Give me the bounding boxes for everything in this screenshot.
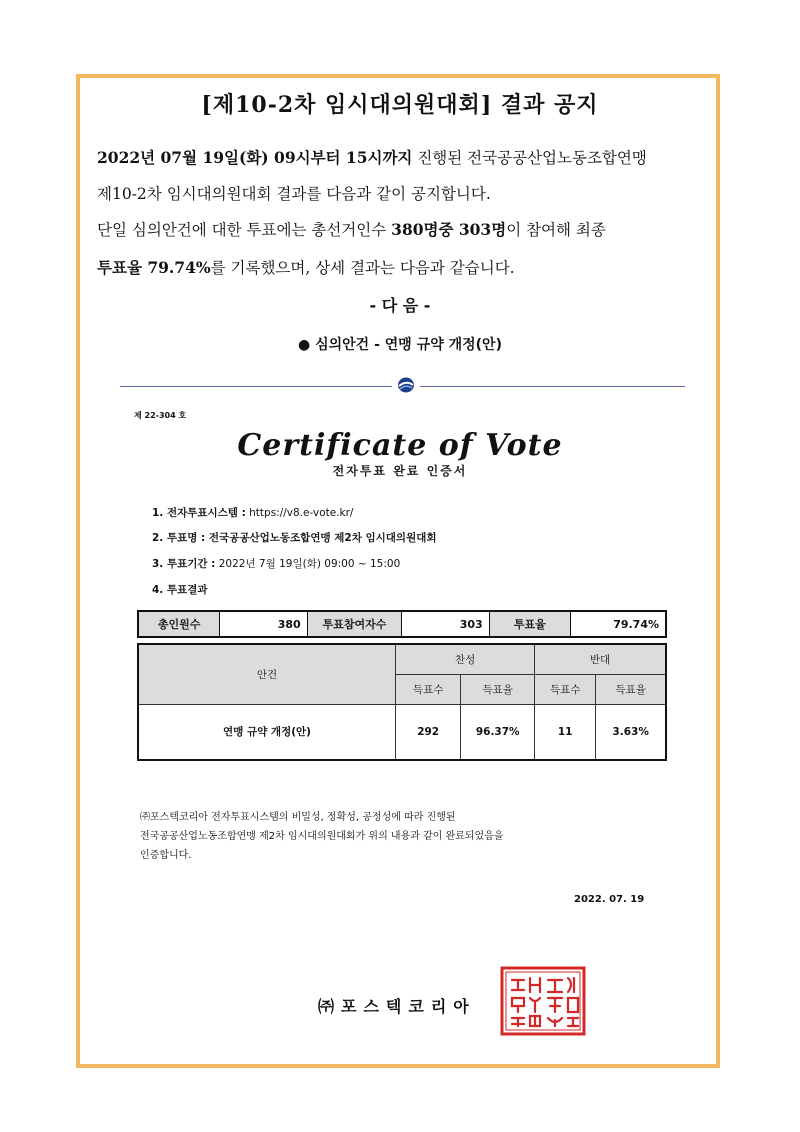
cert-item-vote-name xyxy=(152,530,437,545)
results-no-header: 반대 xyxy=(535,644,666,674)
summary-rate-value: 79.74% xyxy=(613,617,660,631)
emblem-icon xyxy=(396,376,416,394)
results-yes-votes: 292 xyxy=(396,704,461,760)
notice-line-3-a: 단일 심의안건에 대한 투표에는 총선거인수 xyxy=(97,221,392,239)
cert-item-period xyxy=(152,556,400,571)
results-agenda-header: 안건 xyxy=(138,644,396,704)
cert-item-system xyxy=(152,505,353,520)
divider-right xyxy=(420,386,685,387)
statement-line: 전국공공산업노동조합연맹 제2차 임시대의원대회가 위의 내용과 같이 완료되었음을 xyxy=(140,831,504,842)
certificate-title: Certificate of Vote xyxy=(237,428,563,463)
certificate-date: 2022. 07. 19 xyxy=(574,894,645,905)
notice-date-range: 2022년 07월 19일(화) 09시부터 15시까지 xyxy=(97,148,413,167)
company-name: ㈜포스텍코리아 xyxy=(318,997,476,1016)
cert-item-result xyxy=(152,582,208,597)
notice-title: [제10-2차 임시대의원대회] 결과 공지 xyxy=(201,92,599,118)
cert-item-key: 1. 전자투표시스템 : xyxy=(152,507,246,519)
notice-line-2: 제10-2차 임시대의원대회 결과를 다음과 같이 공지합니다. xyxy=(97,185,491,203)
certificate-subtitle: 전자투표 완료 인증서 xyxy=(332,464,468,478)
cert-item-value: 전국공공산업노동조합연맹 제2차 임시대의원대회 xyxy=(205,532,437,544)
cert-item-value: https://v8.e-vote.kr/ xyxy=(245,507,354,519)
divider-left xyxy=(120,386,392,387)
results-no-rate: 3.63% xyxy=(596,704,666,760)
notice-line-1 xyxy=(97,146,647,168)
certification-statement xyxy=(140,808,504,865)
cert-item-key: 2. 투표명 : xyxy=(152,532,206,544)
notice-turnout-count: 380명중 303명 xyxy=(391,220,507,239)
results-no-votes: 11 xyxy=(535,704,596,760)
results-no-votes-header: 득표수 xyxy=(535,674,596,704)
cert-item-key: 4. 투표결과 xyxy=(152,584,208,596)
notice-line-3 xyxy=(97,218,606,240)
statement-line: 인증합니다. xyxy=(140,850,192,861)
notice-line-1-rest: 진행된 전국공공산업노동조합연맹 xyxy=(412,149,647,167)
notice-line-4-rest: 를 기록했으며, 상세 결과는 다음과 같습니다. xyxy=(210,259,515,277)
agenda-heading: ● 심의안건 - 연맹 규약 개정(안) xyxy=(298,337,502,353)
cert-item-key: 3. 투표기간 : xyxy=(152,558,216,570)
results-yes-rate: 96.37% xyxy=(461,704,535,760)
results-yes-header: 찬성 xyxy=(396,644,535,674)
notice-line-4 xyxy=(97,256,515,278)
results-yes-rate-header: 득표율 xyxy=(461,674,535,704)
company-seal xyxy=(500,966,586,1036)
results-table xyxy=(137,643,667,761)
next-heading: - 다 음 - xyxy=(369,296,431,315)
table-row xyxy=(138,704,666,760)
summary-rate-label: 투표율 xyxy=(490,612,571,636)
notice-line-3-c: 이 참여해 최종 xyxy=(506,221,606,239)
results-agenda: 연맹 규약 개정(안) xyxy=(138,704,396,760)
results-yes-votes-header: 득표수 xyxy=(396,674,461,704)
certificate-number: 제 22-304 호 xyxy=(134,411,187,420)
summary-table xyxy=(137,610,667,638)
results-no-rate-header: 득표율 xyxy=(596,674,666,704)
notice-turnout-rate: 투표율 79.74% xyxy=(97,258,211,277)
statement-line: ㈜포스텍코리아 전자투표시스템의 비밀성, 정확성, 공정성에 따라 진행된 xyxy=(140,812,456,823)
summary-total-value: 380 xyxy=(220,612,307,636)
summary-voters-value: 303 xyxy=(402,612,489,636)
cert-item-value: 2022년 7월 19일(화) 09:00 ~ 15:00 xyxy=(215,558,401,570)
summary-voters-label: 투표참여자수 xyxy=(308,612,403,636)
summary-total-label: 총인원수 xyxy=(139,612,220,636)
